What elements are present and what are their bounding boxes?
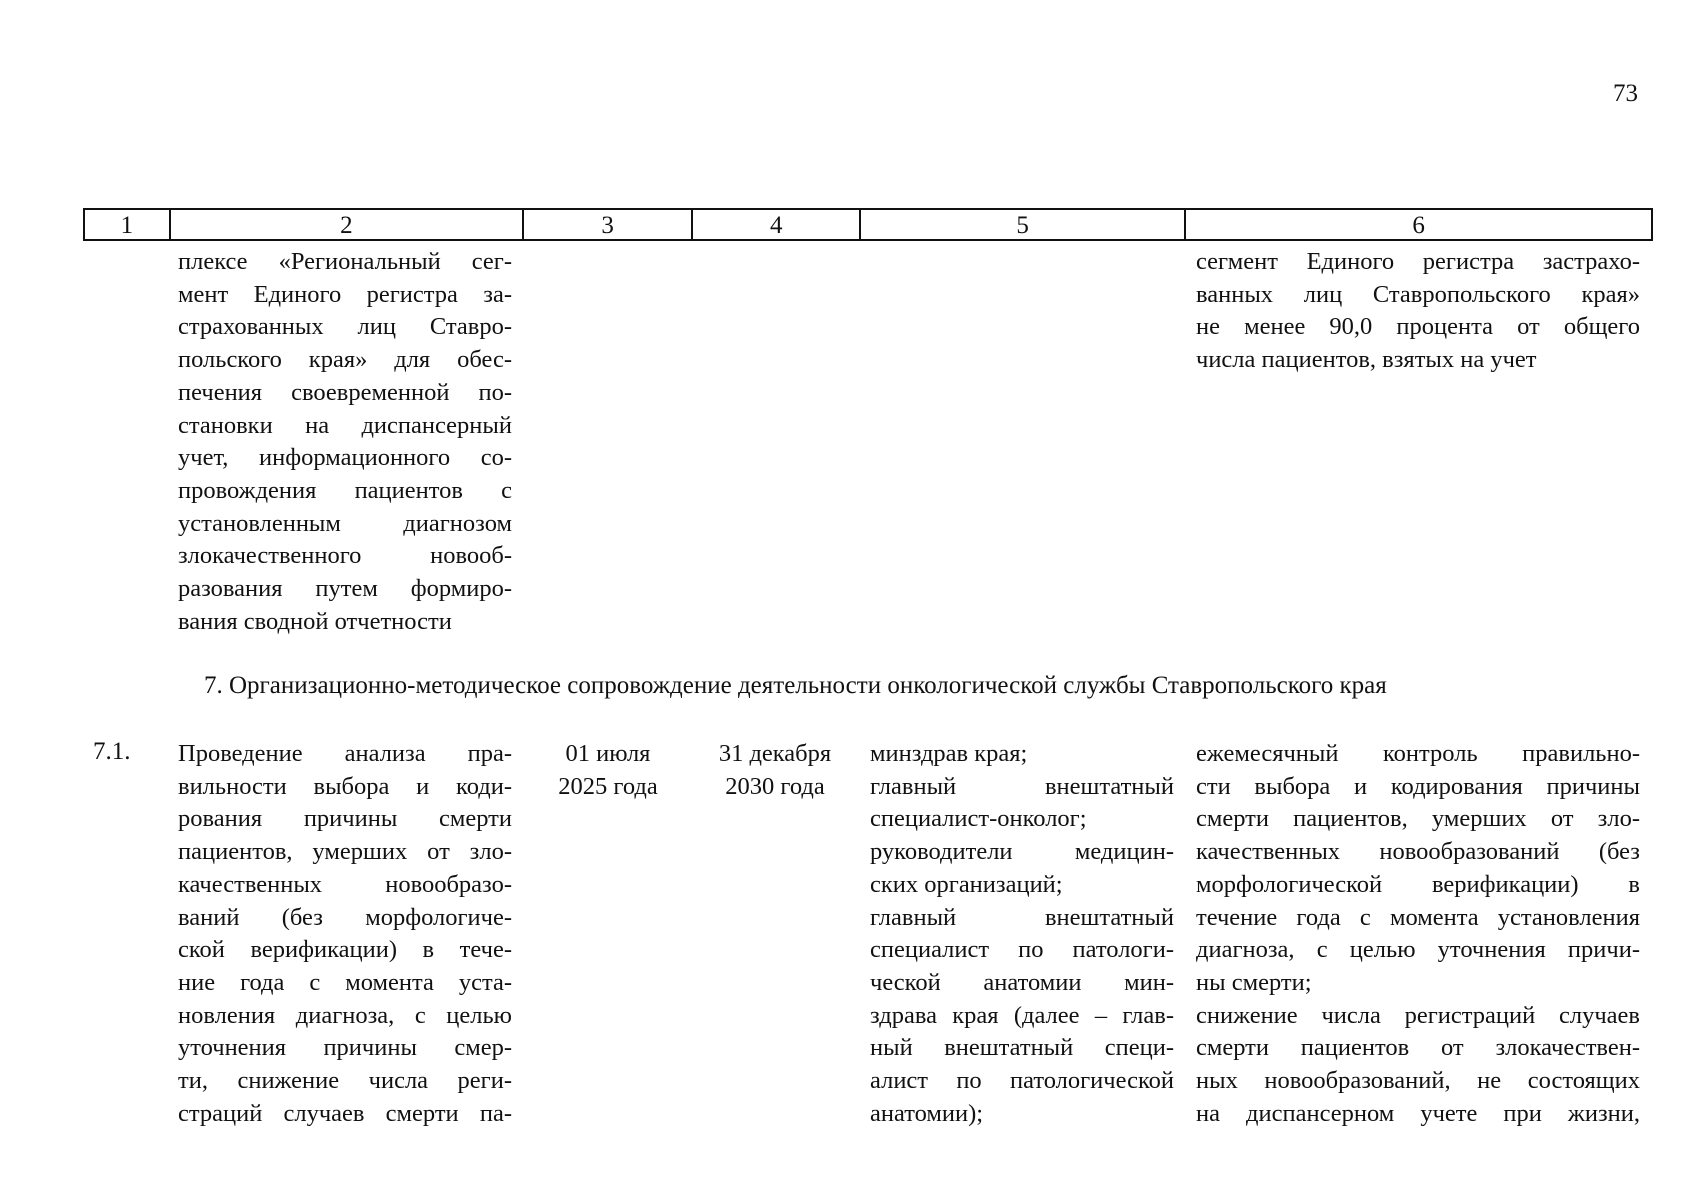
text-line: ежемесячный контроль правильно- bbox=[1196, 740, 1640, 767]
text-line: учет, информационного со- bbox=[178, 444, 512, 472]
row-7-1-responsible bbox=[870, 738, 1174, 1130]
text-line: пациентов, умерших от зло- bbox=[178, 838, 512, 866]
text-line: ти, снижение числа реги- bbox=[178, 1067, 512, 1095]
text-line: ванных лиц Ставропольского края» bbox=[1196, 280, 1640, 308]
text-line: 2030 года bbox=[725, 772, 825, 800]
row-7-1-start-date bbox=[538, 738, 678, 803]
text-line: вания сводной отчетности bbox=[178, 607, 452, 635]
row-7-1-end-date bbox=[700, 738, 850, 803]
text-line: плексе «Региональный сег- bbox=[178, 248, 512, 275]
text-line: ваний (без морфологиче- bbox=[178, 903, 512, 931]
continuation-description bbox=[178, 246, 512, 638]
text-line: установленным диагнозом bbox=[178, 509, 512, 537]
text-line: 01 июля bbox=[565, 740, 651, 767]
text-line: польского края» для обес- bbox=[178, 346, 512, 374]
text-line: специалист-онколог; bbox=[870, 805, 1087, 833]
text-line: руководители медицин- bbox=[870, 838, 1174, 866]
text-line: 31 декабря bbox=[718, 740, 832, 767]
text-line: новления диагноза, с целью bbox=[178, 1001, 512, 1029]
text-line: рования причины смерти bbox=[178, 805, 512, 833]
text-line: печения своевременной по- bbox=[178, 378, 512, 406]
text-line: 2025 года bbox=[558, 772, 658, 800]
text-line: вильности выбора и коди- bbox=[178, 772, 512, 800]
text-line: страхованных лиц Ставро- bbox=[178, 313, 512, 341]
text-line: здрава края (далее – глав- bbox=[870, 1001, 1174, 1029]
text-line: разования путем формиро- bbox=[178, 575, 512, 603]
text-line: ских организаций; bbox=[870, 870, 1063, 898]
text-line: главный внештатный bbox=[870, 903, 1174, 931]
text-line: анатомии); bbox=[870, 1099, 984, 1127]
text-line: смерти пациентов от злокачествен- bbox=[1196, 1034, 1640, 1062]
text-line: главный внештатный bbox=[870, 772, 1174, 800]
row-7-1-description bbox=[178, 738, 512, 1130]
text-line: ны смерти; bbox=[1196, 968, 1312, 996]
text-line: Проведение анализа пра- bbox=[178, 740, 512, 767]
text-line: алист по патологической bbox=[870, 1067, 1174, 1095]
text-line: уточнения причины смер- bbox=[178, 1034, 512, 1062]
text-line: ный внештатный специ- bbox=[870, 1034, 1174, 1062]
header-col-2: 2 bbox=[171, 210, 524, 239]
text-line: числа пациентов, взятых на учет bbox=[1196, 346, 1537, 374]
header-col-4: 4 bbox=[693, 210, 861, 239]
text-line: качественных новообразо- bbox=[178, 870, 512, 898]
text-line: мент Единого регистра за- bbox=[178, 280, 512, 308]
page-number: 73 bbox=[1613, 80, 1638, 107]
text-line: минздрав края; bbox=[870, 740, 1028, 767]
continuation-result bbox=[1196, 246, 1640, 377]
text-line: течение года с момента установления bbox=[1196, 903, 1640, 931]
text-line: ных новообразований, не состоящих bbox=[1196, 1067, 1640, 1095]
row-7-1-result bbox=[1196, 738, 1640, 1130]
text-line: диагноза, с целью уточнения причи- bbox=[1196, 936, 1640, 964]
text-line: сегмент Единого регистра застрахо- bbox=[1196, 248, 1640, 275]
row-number: 7.1. bbox=[93, 738, 131, 765]
text-line: ческой анатомии мин- bbox=[870, 968, 1174, 996]
text-line: злокачественного новооб- bbox=[178, 542, 512, 570]
header-col-1: 1 bbox=[85, 210, 171, 239]
text-line: снижение числа регистраций случаев bbox=[1196, 1001, 1640, 1029]
header-col-3: 3 bbox=[524, 210, 694, 239]
text-line: ние года с момента уста- bbox=[178, 968, 512, 996]
header-col-6: 6 bbox=[1412, 212, 1425, 239]
text-line: не менее 90,0 процента от общего bbox=[1196, 313, 1640, 341]
text-line: провождения пациентов с bbox=[178, 476, 512, 504]
text-line: морфологической верификации) в bbox=[1196, 870, 1640, 898]
header-col-5: 5 bbox=[861, 210, 1186, 239]
text-line: становки на диспансерный bbox=[178, 411, 512, 439]
text-line: специалист по патологи- bbox=[870, 936, 1174, 964]
text-line: ской верификации) в тече- bbox=[178, 936, 512, 964]
text-line: смерти пациентов, умерших от зло- bbox=[1196, 805, 1640, 833]
section-title: 7. Организационно-методическое сопровождение деятельности онкологической службы Ставропольского края bbox=[204, 672, 1387, 699]
text-line: страций случаев смерти па- bbox=[178, 1099, 512, 1127]
table-header-row bbox=[83, 208, 1653, 241]
text-line: сти выбора и кодирования причины bbox=[1196, 772, 1640, 800]
text-line: качественных новообразований (без bbox=[1196, 838, 1640, 866]
text-line: на диспансерном учете при жизни, bbox=[1196, 1099, 1640, 1127]
